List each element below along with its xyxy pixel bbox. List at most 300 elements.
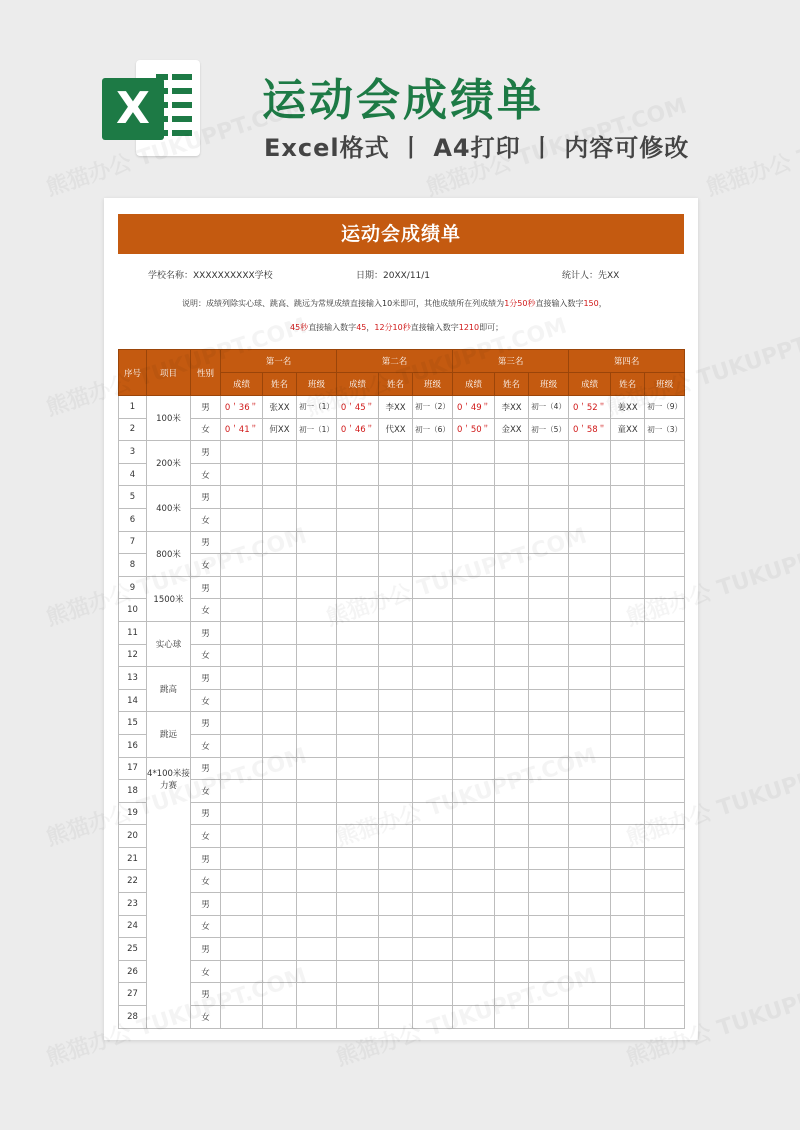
name-cell[interactable]	[611, 734, 645, 757]
score-cell[interactable]	[221, 870, 263, 893]
class-cell[interactable]	[529, 554, 569, 577]
class-cell[interactable]	[413, 644, 453, 667]
score-cell[interactable]	[453, 915, 495, 938]
score-cell[interactable]	[569, 486, 611, 509]
score-cell[interactable]	[453, 441, 495, 464]
class-cell[interactable]	[413, 667, 453, 690]
name-cell[interactable]	[611, 870, 645, 893]
score-cell[interactable]	[453, 576, 495, 599]
class-cell[interactable]	[645, 576, 685, 599]
class-cell[interactable]	[529, 938, 569, 961]
name-cell[interactable]	[379, 644, 413, 667]
name-cell[interactable]	[495, 983, 529, 1006]
score-cell[interactable]	[337, 780, 379, 803]
name-cell[interactable]	[611, 780, 645, 803]
score-cell[interactable]	[569, 712, 611, 735]
score-cell[interactable]	[221, 554, 263, 577]
name-cell[interactable]	[379, 621, 413, 644]
score-cell[interactable]	[221, 893, 263, 916]
score-cell[interactable]: 0＇46＂	[337, 418, 379, 441]
name-cell[interactable]	[611, 983, 645, 1006]
name-cell[interactable]	[263, 915, 297, 938]
score-cell[interactable]	[221, 644, 263, 667]
name-cell[interactable]	[263, 712, 297, 735]
gender-cell[interactable]: 女	[191, 418, 221, 441]
name-cell[interactable]	[611, 712, 645, 735]
name-cell[interactable]	[611, 486, 645, 509]
name-cell[interactable]	[611, 599, 645, 622]
name-cell[interactable]	[495, 667, 529, 690]
class-cell[interactable]	[645, 780, 685, 803]
class-cell[interactable]	[413, 576, 453, 599]
score-cell[interactable]	[221, 1006, 263, 1029]
class-cell[interactable]	[645, 893, 685, 916]
class-cell[interactable]	[645, 734, 685, 757]
name-cell[interactable]: 张XX	[263, 396, 297, 419]
gender-cell[interactable]: 女	[191, 463, 221, 486]
class-cell[interactable]	[645, 960, 685, 983]
class-cell[interactable]	[297, 757, 337, 780]
score-cell[interactable]	[453, 893, 495, 916]
name-cell[interactable]	[495, 960, 529, 983]
gender-cell[interactable]: 女	[191, 1006, 221, 1029]
name-cell[interactable]	[495, 712, 529, 735]
class-cell[interactable]	[529, 915, 569, 938]
score-cell[interactable]: 0＇58＂	[569, 418, 611, 441]
name-cell[interactable]	[611, 621, 645, 644]
gender-cell[interactable]: 女	[191, 825, 221, 848]
gender-cell[interactable]: 女	[191, 780, 221, 803]
class-cell[interactable]	[413, 734, 453, 757]
class-cell[interactable]	[297, 847, 337, 870]
name-cell[interactable]: 金XX	[495, 418, 529, 441]
class-cell[interactable]	[413, 441, 453, 464]
gender-cell[interactable]: 女	[191, 599, 221, 622]
score-cell[interactable]	[569, 599, 611, 622]
event-cell[interactable]: 跳远	[147, 712, 191, 757]
name-cell[interactable]	[495, 441, 529, 464]
class-cell[interactable]	[413, 486, 453, 509]
score-cell[interactable]	[569, 960, 611, 983]
score-cell[interactable]	[453, 825, 495, 848]
class-cell[interactable]	[297, 644, 337, 667]
name-cell[interactable]: 代XX	[379, 418, 413, 441]
class-cell[interactable]	[645, 486, 685, 509]
score-cell[interactable]	[569, 531, 611, 554]
gender-cell[interactable]: 男	[191, 757, 221, 780]
class-cell[interactable]	[413, 463, 453, 486]
name-cell[interactable]	[495, 893, 529, 916]
name-cell[interactable]	[495, 915, 529, 938]
name-cell[interactable]	[611, 531, 645, 554]
name-cell[interactable]	[379, 554, 413, 577]
score-cell[interactable]	[337, 644, 379, 667]
class-cell[interactable]	[645, 938, 685, 961]
name-cell[interactable]	[611, 441, 645, 464]
name-cell[interactable]	[495, 689, 529, 712]
class-cell[interactable]	[529, 983, 569, 1006]
name-cell[interactable]	[379, 531, 413, 554]
name-cell[interactable]	[611, 915, 645, 938]
score-cell[interactable]	[337, 599, 379, 622]
class-cell[interactable]	[297, 983, 337, 1006]
score-cell[interactable]	[569, 780, 611, 803]
class-cell[interactable]	[297, 802, 337, 825]
class-cell[interactable]	[645, 915, 685, 938]
score-cell[interactable]	[569, 554, 611, 577]
name-cell[interactable]	[495, 531, 529, 554]
score-cell[interactable]	[221, 621, 263, 644]
gender-cell[interactable]: 女	[191, 734, 221, 757]
gender-cell[interactable]: 男	[191, 802, 221, 825]
class-cell[interactable]	[529, 893, 569, 916]
gender-cell[interactable]: 男	[191, 938, 221, 961]
score-cell[interactable]	[337, 1006, 379, 1029]
gender-cell[interactable]: 男	[191, 667, 221, 690]
gender-cell[interactable]: 女	[191, 915, 221, 938]
event-cell[interactable]: 实心球	[147, 621, 191, 666]
name-cell[interactable]	[495, 938, 529, 961]
name-cell[interactable]	[495, 486, 529, 509]
name-cell[interactable]	[379, 486, 413, 509]
score-cell[interactable]	[453, 486, 495, 509]
class-cell[interactable]: 初一（1）	[297, 396, 337, 419]
class-cell[interactable]	[297, 531, 337, 554]
name-cell[interactable]	[263, 531, 297, 554]
class-cell[interactable]	[645, 802, 685, 825]
name-cell[interactable]	[495, 644, 529, 667]
score-cell[interactable]	[337, 825, 379, 848]
name-cell[interactable]	[611, 576, 645, 599]
class-cell[interactable]	[297, 712, 337, 735]
class-cell[interactable]	[297, 734, 337, 757]
score-cell[interactable]	[337, 757, 379, 780]
score-cell[interactable]	[569, 441, 611, 464]
name-cell[interactable]	[495, 599, 529, 622]
class-cell[interactable]: 初一（6）	[413, 418, 453, 441]
gender-cell[interactable]: 女	[191, 644, 221, 667]
class-cell[interactable]	[529, 576, 569, 599]
name-cell[interactable]	[379, 576, 413, 599]
score-cell[interactable]	[453, 847, 495, 870]
score-cell[interactable]	[453, 554, 495, 577]
class-cell[interactable]	[297, 621, 337, 644]
class-cell[interactable]	[413, 757, 453, 780]
class-cell[interactable]	[645, 712, 685, 735]
class-cell[interactable]	[297, 893, 337, 916]
score-cell[interactable]	[221, 780, 263, 803]
class-cell[interactable]	[413, 554, 453, 577]
name-cell[interactable]	[611, 825, 645, 848]
class-cell[interactable]	[645, 554, 685, 577]
class-cell[interactable]	[529, 825, 569, 848]
score-cell[interactable]	[337, 960, 379, 983]
name-cell[interactable]	[611, 644, 645, 667]
class-cell[interactable]	[413, 870, 453, 893]
class-cell[interactable]	[297, 599, 337, 622]
name-cell[interactable]	[379, 441, 413, 464]
score-cell[interactable]: 0＇45＂	[337, 396, 379, 419]
class-cell[interactable]	[413, 960, 453, 983]
class-cell[interactable]	[529, 531, 569, 554]
class-cell[interactable]	[529, 689, 569, 712]
score-cell[interactable]	[337, 893, 379, 916]
name-cell[interactable]	[263, 757, 297, 780]
score-cell[interactable]	[453, 870, 495, 893]
class-cell[interactable]	[529, 621, 569, 644]
name-cell[interactable]	[379, 825, 413, 848]
class-cell[interactable]	[297, 1006, 337, 1029]
class-cell[interactable]	[529, 847, 569, 870]
name-cell[interactable]	[379, 938, 413, 961]
gender-cell[interactable]: 男	[191, 486, 221, 509]
class-cell[interactable]	[297, 508, 337, 531]
score-cell[interactable]	[453, 802, 495, 825]
event-cell[interactable]: 1500米	[147, 576, 191, 621]
class-cell[interactable]	[413, 847, 453, 870]
class-cell[interactable]	[529, 463, 569, 486]
score-cell[interactable]	[569, 734, 611, 757]
name-cell[interactable]	[263, 780, 297, 803]
score-cell[interactable]	[221, 983, 263, 1006]
score-cell[interactable]	[337, 508, 379, 531]
score-cell[interactable]	[337, 712, 379, 735]
name-cell[interactable]	[495, 621, 529, 644]
score-cell[interactable]	[453, 621, 495, 644]
name-cell[interactable]	[379, 463, 413, 486]
class-cell[interactable]	[645, 1006, 685, 1029]
gender-cell[interactable]: 女	[191, 508, 221, 531]
event-cell[interactable]: 跳高	[147, 667, 191, 712]
score-cell[interactable]: 0＇49＂	[453, 396, 495, 419]
name-cell[interactable]	[379, 960, 413, 983]
score-cell[interactable]	[337, 463, 379, 486]
name-cell[interactable]	[495, 802, 529, 825]
class-cell[interactable]	[529, 508, 569, 531]
name-cell[interactable]	[379, 847, 413, 870]
class-cell[interactable]	[297, 689, 337, 712]
score-cell[interactable]	[337, 938, 379, 961]
score-cell[interactable]	[453, 712, 495, 735]
score-cell[interactable]	[453, 938, 495, 961]
name-cell[interactable]	[379, 1006, 413, 1029]
gender-cell[interactable]: 男	[191, 712, 221, 735]
class-cell[interactable]	[297, 463, 337, 486]
class-cell[interactable]	[529, 599, 569, 622]
name-cell[interactable]	[495, 734, 529, 757]
name-cell[interactable]	[379, 599, 413, 622]
class-cell[interactable]	[529, 644, 569, 667]
class-cell[interactable]	[645, 599, 685, 622]
score-cell[interactable]	[337, 870, 379, 893]
class-cell[interactable]	[645, 621, 685, 644]
name-cell[interactable]	[611, 757, 645, 780]
score-cell[interactable]	[221, 847, 263, 870]
class-cell[interactable]	[297, 915, 337, 938]
score-cell[interactable]	[569, 825, 611, 848]
class-cell[interactable]	[529, 870, 569, 893]
score-cell[interactable]	[337, 441, 379, 464]
class-cell[interactable]	[413, 983, 453, 1006]
score-cell[interactable]: 0＇50＂	[453, 418, 495, 441]
event-cell[interactable]: 100米	[147, 396, 191, 441]
class-cell[interactable]	[645, 667, 685, 690]
score-cell[interactable]	[337, 486, 379, 509]
name-cell[interactable]	[263, 486, 297, 509]
class-cell[interactable]	[413, 915, 453, 938]
score-cell[interactable]: 0＇52＂	[569, 396, 611, 419]
name-cell[interactable]	[495, 576, 529, 599]
score-cell[interactable]	[569, 667, 611, 690]
name-cell[interactable]: 童XX	[611, 418, 645, 441]
name-cell[interactable]	[263, 667, 297, 690]
name-cell[interactable]	[379, 667, 413, 690]
score-cell[interactable]	[453, 983, 495, 1006]
name-cell[interactable]	[379, 689, 413, 712]
class-cell[interactable]	[413, 712, 453, 735]
class-cell[interactable]: 初一（3）	[645, 418, 685, 441]
name-cell[interactable]	[263, 621, 297, 644]
name-cell[interactable]	[263, 893, 297, 916]
score-cell[interactable]	[337, 734, 379, 757]
name-cell[interactable]	[263, 938, 297, 961]
class-cell[interactable]	[297, 554, 337, 577]
event-cell[interactable]: 400米	[147, 486, 191, 531]
score-cell[interactable]	[221, 441, 263, 464]
score-cell[interactable]	[453, 599, 495, 622]
class-cell[interactable]	[645, 463, 685, 486]
name-cell[interactable]	[263, 960, 297, 983]
gender-cell[interactable]: 男	[191, 576, 221, 599]
name-cell[interactable]	[611, 508, 645, 531]
score-cell[interactable]: 0＇36＂	[221, 396, 263, 419]
score-cell[interactable]	[221, 599, 263, 622]
class-cell[interactable]	[529, 780, 569, 803]
class-cell[interactable]	[413, 1006, 453, 1029]
class-cell[interactable]	[413, 938, 453, 961]
score-cell[interactable]	[569, 1006, 611, 1029]
class-cell[interactable]	[645, 508, 685, 531]
score-cell[interactable]	[221, 825, 263, 848]
class-cell[interactable]	[645, 825, 685, 848]
name-cell[interactable]: 姜XX	[611, 396, 645, 419]
name-cell[interactable]	[379, 757, 413, 780]
name-cell[interactable]	[495, 508, 529, 531]
name-cell[interactable]	[263, 802, 297, 825]
class-cell[interactable]: 初一（2）	[413, 396, 453, 419]
gender-cell[interactable]: 女	[191, 689, 221, 712]
class-cell[interactable]	[529, 802, 569, 825]
gender-cell[interactable]: 男	[191, 893, 221, 916]
name-cell[interactable]	[495, 825, 529, 848]
name-cell[interactable]	[495, 780, 529, 803]
class-cell[interactable]	[645, 870, 685, 893]
class-cell[interactable]	[297, 576, 337, 599]
name-cell[interactable]	[263, 644, 297, 667]
score-cell[interactable]	[337, 847, 379, 870]
score-cell[interactable]	[221, 938, 263, 961]
score-cell[interactable]	[569, 847, 611, 870]
event-cell[interactable]: 800米	[147, 531, 191, 576]
name-cell[interactable]	[263, 576, 297, 599]
score-cell[interactable]	[569, 915, 611, 938]
name-cell[interactable]	[263, 599, 297, 622]
class-cell[interactable]	[297, 960, 337, 983]
score-cell[interactable]	[337, 531, 379, 554]
name-cell[interactable]	[611, 802, 645, 825]
score-cell[interactable]	[337, 689, 379, 712]
name-cell[interactable]	[263, 734, 297, 757]
score-cell[interactable]	[221, 486, 263, 509]
score-cell[interactable]	[569, 644, 611, 667]
score-cell[interactable]	[221, 531, 263, 554]
class-cell[interactable]	[297, 441, 337, 464]
score-cell[interactable]	[569, 870, 611, 893]
name-cell[interactable]	[263, 825, 297, 848]
name-cell[interactable]	[379, 780, 413, 803]
score-cell[interactable]	[337, 621, 379, 644]
score-cell[interactable]	[453, 757, 495, 780]
name-cell[interactable]	[611, 893, 645, 916]
name-cell[interactable]	[263, 441, 297, 464]
class-cell[interactable]	[645, 983, 685, 1006]
class-cell[interactable]	[297, 825, 337, 848]
name-cell[interactable]	[379, 893, 413, 916]
gender-cell[interactable]: 女	[191, 960, 221, 983]
score-cell[interactable]	[337, 554, 379, 577]
name-cell[interactable]	[379, 915, 413, 938]
class-cell[interactable]: 初一（1）	[297, 418, 337, 441]
class-cell[interactable]	[529, 757, 569, 780]
gender-cell[interactable]: 女	[191, 870, 221, 893]
score-cell[interactable]	[453, 734, 495, 757]
name-cell[interactable]	[611, 667, 645, 690]
score-cell[interactable]	[569, 938, 611, 961]
name-cell[interactable]	[263, 463, 297, 486]
class-cell[interactable]	[645, 757, 685, 780]
name-cell[interactable]	[263, 689, 297, 712]
class-cell[interactable]	[297, 667, 337, 690]
class-cell[interactable]	[529, 1006, 569, 1029]
class-cell[interactable]	[413, 531, 453, 554]
name-cell[interactable]: 李XX	[495, 396, 529, 419]
score-cell[interactable]	[569, 463, 611, 486]
score-cell[interactable]	[337, 667, 379, 690]
score-cell[interactable]	[569, 983, 611, 1006]
name-cell[interactable]	[263, 554, 297, 577]
event-cell[interactable]: 200米	[147, 441, 191, 486]
class-cell[interactable]	[529, 486, 569, 509]
score-cell[interactable]	[453, 960, 495, 983]
class-cell[interactable]	[297, 870, 337, 893]
score-cell[interactable]	[453, 780, 495, 803]
score-cell[interactable]	[337, 983, 379, 1006]
class-cell[interactable]	[645, 847, 685, 870]
name-cell[interactable]	[611, 689, 645, 712]
score-cell[interactable]	[453, 463, 495, 486]
score-cell[interactable]: 0＇41＂	[221, 418, 263, 441]
score-cell[interactable]	[569, 508, 611, 531]
score-cell[interactable]	[569, 757, 611, 780]
name-cell[interactable]	[495, 463, 529, 486]
name-cell[interactable]	[379, 712, 413, 735]
score-cell[interactable]	[221, 757, 263, 780]
gender-cell[interactable]: 男	[191, 441, 221, 464]
class-cell[interactable]	[413, 780, 453, 803]
score-cell[interactable]	[221, 689, 263, 712]
class-cell[interactable]	[529, 441, 569, 464]
class-cell[interactable]	[413, 802, 453, 825]
